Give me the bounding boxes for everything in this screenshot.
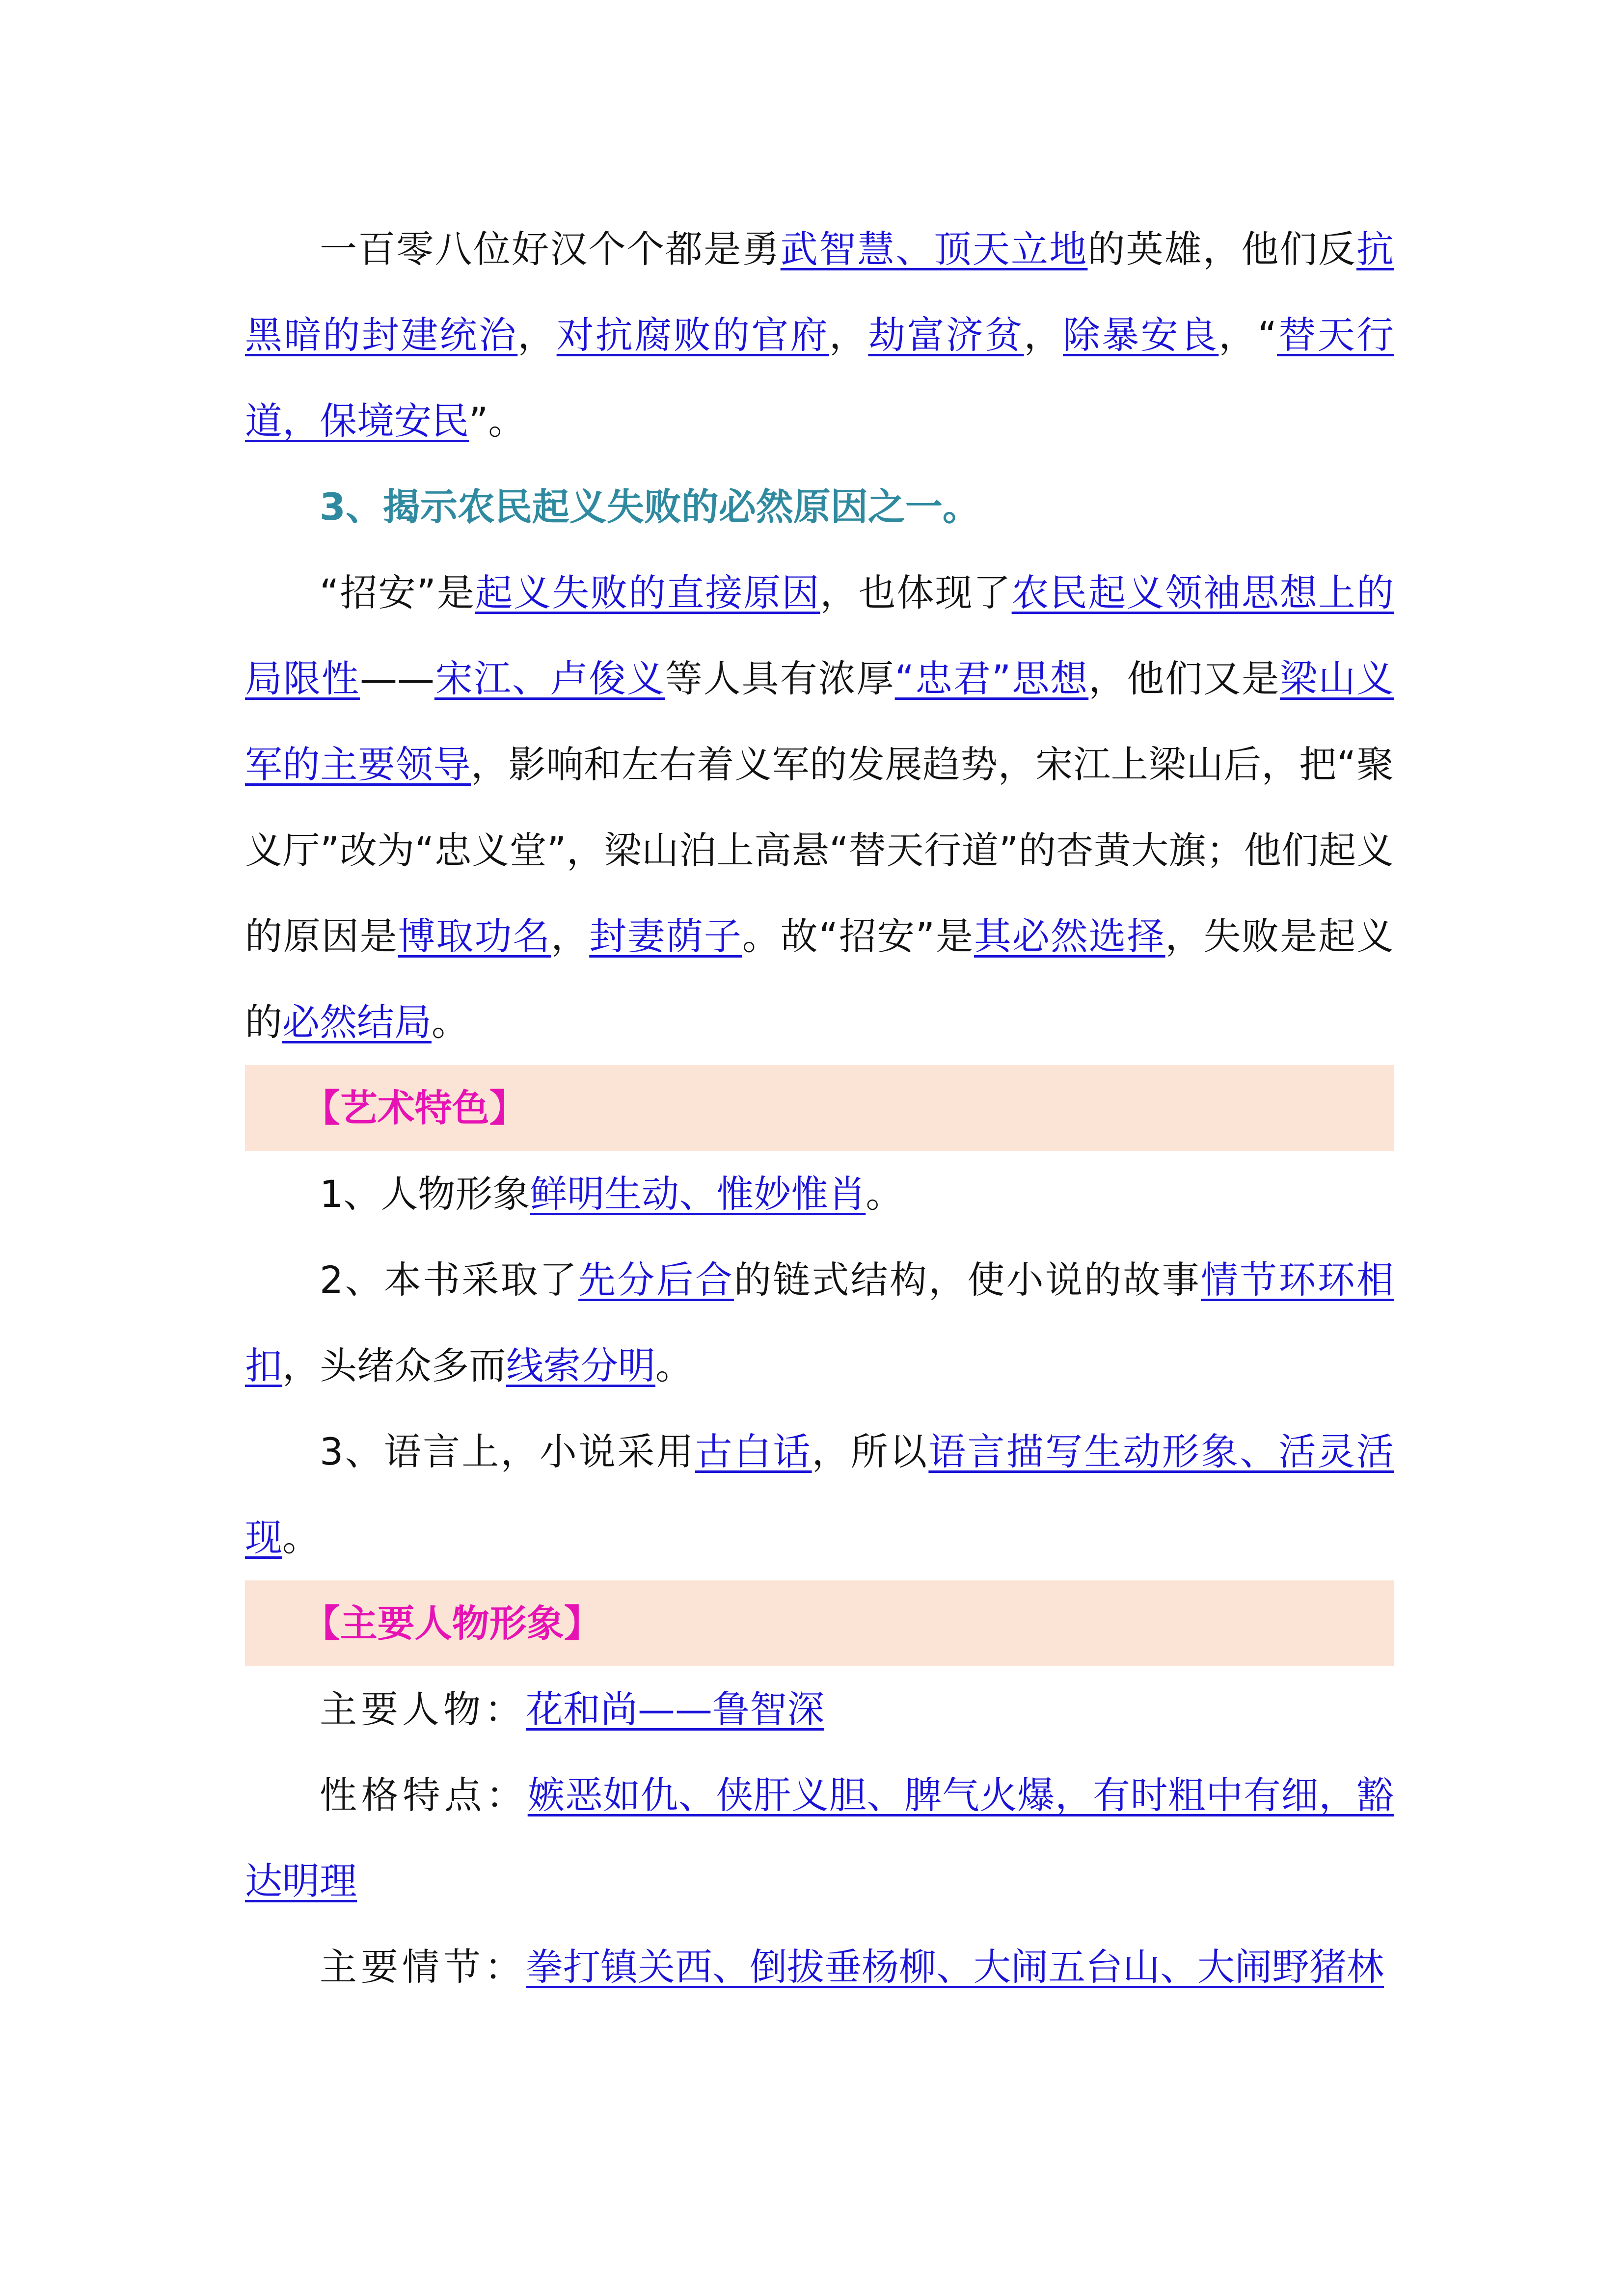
key-phrase: 替天行道，保境安民	[245, 313, 1394, 443]
text: 等人具有浓厚	[665, 657, 895, 700]
text: ”。	[469, 399, 526, 443]
paragraph-heroes	[245, 206, 1394, 464]
key-phrase: 鲜明生动、惟妙惟肖	[530, 1172, 866, 1216]
key-phrase: 语言描写生动形象、活灵活现	[245, 1430, 1394, 1559]
key-phrase: 古白话	[695, 1430, 812, 1473]
key-phrase: 封妻荫子	[589, 914, 742, 958]
key-phrase: 抗黑暗的封建统治	[245, 227, 1394, 357]
paragraph-zhaoan	[245, 550, 1394, 1065]
section-heading-characters: 【主要人物形象】	[245, 1580, 1394, 1666]
text: 的英雄，他们反	[1087, 227, 1357, 271]
text: ，“	[1218, 313, 1277, 357]
text: 3、语言上，小说采用	[320, 1430, 695, 1473]
key-phrase: 必然结局	[282, 1000, 432, 1044]
field-label: 主要人物：	[320, 1687, 526, 1731]
text: 的链式结构，使小说的故事	[734, 1258, 1201, 1302]
text: 。	[866, 1172, 903, 1216]
document-body	[245, 206, 1394, 2010]
key-phrase: 梁山义军的主要领导	[245, 657, 1394, 786]
text: ，也体现了	[820, 571, 1012, 614]
text: 2、本书采取了	[320, 1258, 579, 1302]
text: 。	[432, 1000, 469, 1044]
key-phrase: 农民起义领袖思想上的局限性	[245, 571, 1394, 700]
text: ，	[517, 313, 557, 357]
character-plots-row	[245, 1924, 1394, 2010]
text: 。	[282, 1516, 320, 1559]
text: ，头绪众多而	[282, 1344, 506, 1388]
character-name-row	[245, 1666, 1394, 1752]
key-phrase: 起义失败的直接原因	[475, 571, 820, 614]
key-phrase: 情节环环相扣	[245, 1258, 1394, 1388]
field-label: 性格特点：	[320, 1773, 528, 1817]
key-phrase: 对抗腐败的官府	[556, 313, 829, 357]
key-phrase: 博取功名	[398, 914, 551, 958]
key-phrase: “忠君”思想	[894, 657, 1089, 700]
key-phrase: 劫富济贫	[868, 313, 1024, 357]
character-traits-row	[245, 1752, 1394, 1924]
key-phrase: 除暴安良	[1063, 313, 1219, 357]
key-phrase: 其必然选择	[974, 914, 1165, 958]
text: 。故“招安”是	[742, 914, 974, 958]
key-phrase: 先分后合	[578, 1258, 734, 1302]
key-phrase: 宋江、卢俊义	[434, 657, 665, 700]
art-item-2	[245, 1237, 1394, 1409]
text: ，所以	[812, 1430, 929, 1473]
text: ——	[359, 657, 434, 700]
section-heading-art: 【艺术特色】	[245, 1065, 1394, 1151]
text: 。	[655, 1344, 693, 1388]
text: ，影响和左右着义军的发展趋势，宋江上梁山后，把“聚义厅”改为“忠义堂”，梁山泊上高悬“替天行道”的杏黄大旗；他们起义的原因是	[245, 743, 1394, 958]
art-item-3	[245, 1409, 1394, 1580]
field-value: 嫉恶如仇、侠肝义胆、脾气火爆，有时粗中有细，豁达明理	[245, 1773, 1394, 1903]
art-item-1	[245, 1151, 1394, 1237]
text: 一百零八位好汉个个都是勇	[320, 227, 781, 271]
text: “招安”是	[320, 571, 475, 614]
text: ，	[1024, 313, 1063, 357]
key-phrase: 武智慧、顶天立地	[780, 227, 1088, 271]
text: ，失败是起义的	[245, 914, 1394, 1044]
field-label: 主要情节：	[320, 1945, 526, 1989]
subheading-failure-cause: 3、揭示农民起义失败的必然原因之一。	[320, 485, 980, 529]
text: ，	[551, 914, 590, 958]
field-value: 花和尚——鲁智深	[526, 1687, 824, 1731]
text: ，	[829, 313, 868, 357]
text: ，他们又是	[1088, 657, 1280, 700]
key-phrase: 线索分明	[506, 1344, 655, 1388]
text: 1、人物形象	[320, 1172, 530, 1216]
field-value: 拳打镇关西、倒拔垂杨柳、大闹五台山、大闹野猪林	[526, 1945, 1384, 1989]
